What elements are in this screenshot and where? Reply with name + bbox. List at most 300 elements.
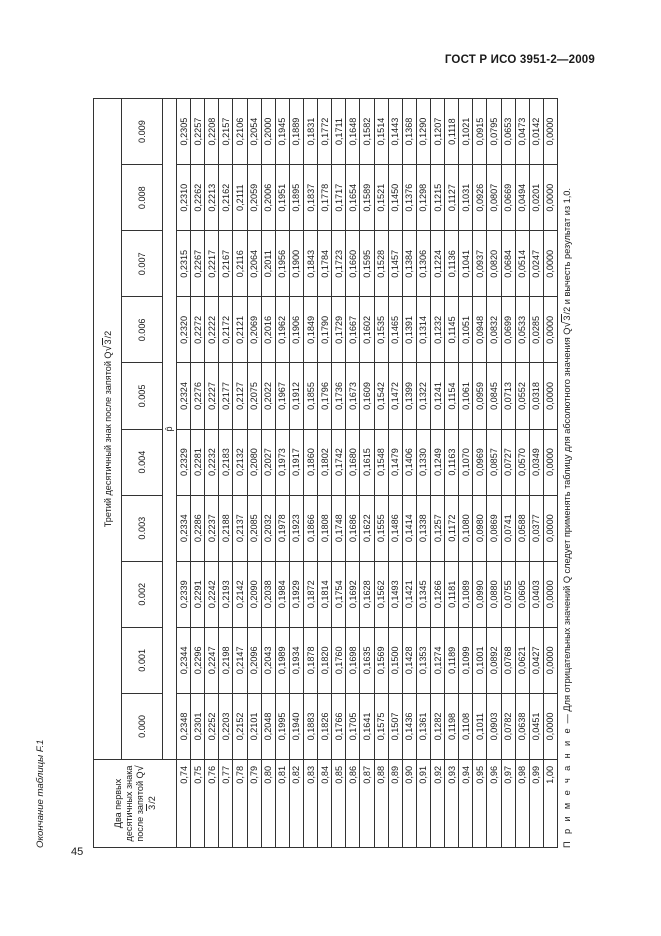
table-cell: 0,0514 [515, 231, 529, 297]
table-row [233, 99, 247, 848]
table-cell: 0,1978 [275, 495, 289, 561]
table-cell: 0,0403 [529, 561, 543, 627]
table-cell: 0,1808 [318, 495, 332, 561]
table-cell: 0,1368 [402, 99, 416, 165]
column-header: 0.007 [122, 231, 163, 297]
table-row [543, 99, 557, 848]
radical-3: 3 [102, 339, 113, 345]
group-header: Третий десятичный знак после запятой Q√3/2 [94, 99, 122, 760]
table-cell: 0,2137 [233, 495, 247, 561]
table-cell: 0,1443 [388, 99, 402, 165]
table-cell: 0,1723 [332, 231, 346, 297]
table-cell: 0,1406 [402, 429, 416, 495]
table-cell: 0,1172 [445, 495, 459, 561]
table-note: П р и м е ч а н и е — Для отрицательных значений Q следует применять таблицу для абсолютного значения Q√3/2 и вычесть результат из 1,0. [561, 188, 573, 848]
table-cell: 0,0869 [487, 495, 501, 561]
table-cell: 0,1602 [360, 297, 374, 363]
row-header-line-1: Два первых [112, 778, 123, 829]
table-cell: 0,1711 [332, 99, 346, 165]
table-cell: 0,2237 [205, 495, 219, 561]
table-cell: 0,1615 [360, 429, 374, 495]
table-cell: 0,1021 [459, 99, 473, 165]
table-cell: 0,1118 [445, 99, 459, 165]
table-cell: 0,0782 [501, 693, 515, 759]
table-cell: 0,0990 [473, 561, 487, 627]
table-cell: 0,0621 [515, 627, 529, 693]
table-cell: 0,1249 [430, 429, 444, 495]
table-cell: 0,1866 [303, 495, 317, 561]
table-cell: 0,0247 [529, 231, 543, 297]
table-cell: 0,2286 [191, 495, 205, 561]
table-cell: 0,0684 [501, 231, 515, 297]
table-cell: 0,1906 [289, 297, 303, 363]
table-cell: 0,2252 [205, 693, 219, 759]
table-cell: 0,1011 [473, 693, 487, 759]
table-cell: 0,1748 [332, 495, 346, 561]
column-header: 0.005 [122, 363, 163, 429]
table-cell: 0,1660 [346, 231, 360, 297]
table-cell: 0,1667 [346, 297, 360, 363]
table-cell: 0,0000 [543, 561, 557, 627]
table-cell: 0,1051 [459, 297, 473, 363]
table-cell: 0,1654 [346, 165, 360, 231]
table-row [501, 99, 515, 848]
table-cell: 0,2011 [261, 231, 275, 297]
table-cell: 0,0570 [515, 429, 529, 495]
table-cell: 0,0768 [501, 627, 515, 693]
table-cell: 0,0892 [487, 627, 501, 693]
table-cell: 0,0000 [543, 231, 557, 297]
table-cell: 0,0000 [543, 429, 557, 495]
row-label: 0,99 [529, 760, 543, 848]
table-cell: 0,1391 [402, 297, 416, 363]
table-cell: 0,1692 [346, 561, 360, 627]
table-cell: 0,0427 [529, 627, 543, 693]
table-row [402, 99, 416, 848]
table-cell: 0,1628 [360, 561, 374, 627]
table-cell: 0,0588 [515, 495, 529, 561]
table-cell: 0,1900 [289, 231, 303, 297]
table-cell: 0,1984 [275, 561, 289, 627]
row-label: 0,87 [360, 760, 374, 848]
table-cell: 0,1493 [388, 561, 402, 627]
table-cell: 0,2208 [205, 99, 219, 165]
table-cell: 0,1298 [416, 165, 430, 231]
table-cell: 0,0937 [473, 231, 487, 297]
table-row [416, 99, 430, 848]
table-cell: 0,1934 [289, 627, 303, 693]
table-cell: 0,1575 [374, 693, 388, 759]
table-cell: 0,2038 [261, 561, 275, 627]
table-cell: 0,2296 [191, 627, 205, 693]
table-cell: 0,1883 [303, 693, 317, 759]
table-cell: 0,1772 [318, 99, 332, 165]
row-label: 0,86 [346, 760, 360, 848]
table-cell: 0,1001 [473, 627, 487, 693]
column-header: 0.002 [122, 561, 163, 627]
p-hat-subheader: p̂ [163, 99, 177, 760]
table-cell: 0,1345 [416, 561, 430, 627]
row-label: 0,78 [233, 760, 247, 848]
table-cell: 0,1878 [303, 627, 317, 693]
table-cell: 0,0142 [529, 99, 543, 165]
table-cell: 0,1528 [374, 231, 388, 297]
table-cell: 0,1589 [360, 165, 374, 231]
table-cell: 0,2188 [219, 495, 233, 561]
column-header-row [122, 99, 163, 848]
table-cell: 0,0980 [473, 495, 487, 561]
table-cell: 0,2272 [191, 297, 205, 363]
table-cell: 0,2096 [247, 627, 261, 693]
table-cell: 0,0451 [529, 693, 543, 759]
table-cell: 0,1912 [289, 363, 303, 429]
table-cell: 0,0494 [515, 165, 529, 231]
table-cell: 0,2203 [219, 693, 233, 759]
table-cell: 0,2320 [177, 297, 191, 363]
table-cell: 0,1472 [388, 363, 402, 429]
table-cell: 0,1154 [445, 363, 459, 429]
table-cell: 0,0473 [515, 99, 529, 165]
table-cell: 0,1215 [430, 165, 444, 231]
table-cell: 0,1929 [289, 561, 303, 627]
document-header: ГОСТ Р ИСО 3951-2—2009 [444, 54, 595, 66]
table-cell: 0,2334 [177, 495, 191, 561]
column-header: 0.004 [122, 429, 163, 495]
table-cell: 0,0880 [487, 561, 501, 627]
table-cell: 0,2069 [247, 297, 261, 363]
table-cell: 0,1145 [445, 297, 459, 363]
table-cell: 0,2048 [261, 693, 275, 759]
table-cell: 0,2198 [219, 627, 233, 693]
table-cell: 0,1860 [303, 429, 317, 495]
radical-3: 3 [562, 315, 572, 321]
table-cell: 0,2339 [177, 561, 191, 627]
table-cell: 0,1500 [388, 627, 402, 693]
table-cell: 0,1973 [275, 429, 289, 495]
table-cell: 0,2116 [233, 231, 247, 297]
row-header-line-3: после запятой Q√3/2 [133, 765, 157, 842]
table-cell: 0,1198 [445, 693, 459, 759]
table-cell: 0,1736 [332, 363, 346, 429]
table-cell: 0,1241 [430, 363, 444, 429]
table-cell: 0,0926 [473, 165, 487, 231]
row-label: 0,98 [515, 760, 529, 848]
table-cell: 0,1796 [318, 363, 332, 429]
table-cell: 0,2032 [261, 495, 275, 561]
column-header: 0.003 [122, 495, 163, 561]
page-number: 45 [71, 846, 84, 858]
table-cell: 0,1940 [289, 693, 303, 759]
table-cell: 0,1622 [360, 495, 374, 561]
table-cell: 0,1855 [303, 363, 317, 429]
table-cell: 0,1686 [346, 495, 360, 561]
column-header: 0.006 [122, 297, 163, 363]
row-header-line-2: десятичных знака [123, 765, 134, 842]
table-cell: 0,1108 [459, 693, 473, 759]
table-cell: 0,1648 [346, 99, 360, 165]
table-cell: 0,1889 [289, 99, 303, 165]
table-cell: 0,1457 [388, 231, 402, 297]
table-cell: 0,2232 [205, 429, 219, 495]
table-cell: 0,1099 [459, 627, 473, 693]
table-cell: 0,1742 [332, 429, 346, 495]
table-cell: 0,1705 [346, 693, 360, 759]
table-cell: 0,1465 [388, 297, 402, 363]
table-cell: 0,1945 [275, 99, 289, 165]
table-cell: 0,2301 [191, 693, 205, 759]
table-cell: 0,2121 [233, 297, 247, 363]
note-label: П р и м е ч а н и е [562, 725, 572, 848]
table-cell: 0,1080 [459, 495, 473, 561]
row-label: 0,84 [318, 760, 332, 848]
table-cell: 0,0349 [529, 429, 543, 495]
table-cell: 0,2132 [233, 429, 247, 495]
table-cell: 0,2064 [247, 231, 261, 297]
table-cell: 0,1361 [416, 693, 430, 759]
table-cell: 0,1136 [445, 231, 459, 297]
table-cell: 0,2227 [205, 363, 219, 429]
table-cell: 0,1421 [402, 561, 416, 627]
table-row [303, 99, 317, 848]
row-label: 0,81 [275, 760, 289, 848]
table-row [261, 99, 275, 848]
table-cell: 0,1790 [318, 297, 332, 363]
table-cell: 0,2006 [261, 165, 275, 231]
table-cell: 0,2152 [233, 693, 247, 759]
table-cell: 0,0713 [501, 363, 515, 429]
table-cell: 0,1181 [445, 561, 459, 627]
table-cell: 0,1849 [303, 297, 317, 363]
table-cell: 0,0669 [501, 165, 515, 231]
table-cell: 0,1061 [459, 363, 473, 429]
table-cell: 0,1306 [416, 231, 430, 297]
table-row [275, 99, 289, 848]
table-cell: 0,1820 [318, 627, 332, 693]
table-cell: 0,2222 [205, 297, 219, 363]
table-cell: 0,1729 [332, 297, 346, 363]
table-cell: 0,2324 [177, 363, 191, 429]
table-cell: 0,2016 [261, 297, 275, 363]
table-row [374, 99, 388, 848]
row-label: 0,82 [289, 760, 303, 848]
table-cell: 0,2167 [219, 231, 233, 297]
row-label: 0,95 [473, 760, 487, 848]
row-label: 0,77 [219, 760, 233, 848]
table-row [247, 99, 261, 848]
row-label: 0,92 [430, 760, 444, 848]
table-cell: 0,0948 [473, 297, 487, 363]
table-cell: 0,2177 [219, 363, 233, 429]
table-cell: 0,1826 [318, 693, 332, 759]
table-cell: 0,1951 [275, 165, 289, 231]
table-row [487, 99, 501, 848]
row-label: 0,90 [402, 760, 416, 848]
table-cell: 0,2242 [205, 561, 219, 627]
table-cell: 0,1548 [374, 429, 388, 495]
row-label: 0,88 [374, 760, 388, 848]
table-cell: 0,1436 [402, 693, 416, 759]
table-cell: 0,2142 [233, 561, 247, 627]
table-cell: 0,1322 [416, 363, 430, 429]
table-cell: 0,1989 [275, 627, 289, 693]
table-cell: 0,1257 [430, 495, 444, 561]
table-cell: 0,1290 [416, 99, 430, 165]
table-cell: 0,1680 [346, 429, 360, 495]
table-cell: 0,1041 [459, 231, 473, 297]
table-cell: 0,1766 [332, 693, 346, 759]
table-cell: 0,0741 [501, 495, 515, 561]
table-cell: 0,2157 [219, 99, 233, 165]
row-label: 1,00 [543, 760, 557, 848]
table-cell: 0,2101 [247, 693, 261, 759]
row-label: 0,75 [191, 760, 205, 848]
table-cell: 0,2106 [233, 99, 247, 165]
table-row [191, 99, 205, 848]
table-cell: 0,1224 [430, 231, 444, 297]
table-cell: 0,1031 [459, 165, 473, 231]
table-cell: 0,2111 [233, 165, 247, 231]
table-cell: 0,1521 [374, 165, 388, 231]
table-cell: 0,1163 [445, 429, 459, 495]
table-cell: 0,0820 [487, 231, 501, 297]
table-cell: 0,2315 [177, 231, 191, 297]
column-header: 0.000 [122, 693, 163, 759]
table-cell: 0,0845 [487, 363, 501, 429]
column-header: 0.001 [122, 627, 163, 693]
table-cell: 0,2310 [177, 165, 191, 231]
table-cell: 0,1778 [318, 165, 332, 231]
table-cell: 0,0000 [543, 627, 557, 693]
table-cell: 0,1399 [402, 363, 416, 429]
table-cell: 0,2329 [177, 429, 191, 495]
table-cell: 0,1843 [303, 231, 317, 297]
table-cell: 0,2344 [177, 627, 191, 693]
table-row [346, 99, 360, 848]
row-label: 0,94 [459, 760, 473, 848]
table-cell: 0,1760 [332, 627, 346, 693]
table-cell: 0,2147 [233, 627, 247, 693]
table-cell: 0,1384 [402, 231, 416, 297]
table-cell: 0,2281 [191, 429, 205, 495]
table-cell: 0,2085 [247, 495, 261, 561]
table-cell: 0,1070 [459, 429, 473, 495]
table-cell: 0,1232 [430, 297, 444, 363]
table-cell: 0,0915 [473, 99, 487, 165]
row-label: 0,85 [332, 760, 346, 848]
table-cell: 0,1535 [374, 297, 388, 363]
table-cell: 0,1569 [374, 627, 388, 693]
table-cell: 0,2080 [247, 429, 261, 495]
table-cell: 0,2027 [261, 429, 275, 495]
table-cell: 0,2193 [219, 561, 233, 627]
data-table [93, 98, 558, 848]
row-label: 0,89 [388, 760, 402, 848]
table-row [529, 99, 543, 848]
table-row [388, 99, 402, 848]
table-cell: 0,0653 [501, 99, 515, 165]
table-row [515, 99, 529, 848]
table-cell: 0,0000 [543, 165, 557, 231]
table-cell: 0,1450 [388, 165, 402, 231]
table-cell: 0,1330 [416, 429, 430, 495]
table-cell: 0,1917 [289, 429, 303, 495]
column-header: 0.008 [122, 165, 163, 231]
table-row [177, 99, 191, 848]
table-cell: 0,0755 [501, 561, 515, 627]
row-label: 0,97 [501, 760, 515, 848]
table-cell: 0,2217 [205, 231, 219, 297]
table-cell: 0,0832 [487, 297, 501, 363]
table-cell: 0,1274 [430, 627, 444, 693]
table-cell: 0,1555 [374, 495, 388, 561]
table-cell: 0,1595 [360, 231, 374, 297]
table-row [430, 99, 444, 848]
table-cell: 0,0857 [487, 429, 501, 495]
table-row [459, 99, 473, 848]
table-cell: 0,1754 [332, 561, 346, 627]
table-cell: 0,2022 [261, 363, 275, 429]
table-cell: 0,1962 [275, 297, 289, 363]
row-label: 0,80 [261, 760, 275, 848]
table-cell: 0,2291 [191, 561, 205, 627]
row-label: 0,83 [303, 760, 317, 848]
table-cell: 0,1514 [374, 99, 388, 165]
row-label: 0,91 [416, 760, 430, 848]
table-body [177, 99, 558, 848]
table-cell: 0,2348 [177, 693, 191, 759]
table-cell: 0,1338 [416, 495, 430, 561]
table-cell: 0,1507 [388, 693, 402, 759]
table-cell: 0,1089 [459, 561, 473, 627]
table-cell: 0,0605 [515, 561, 529, 627]
table-cell: 0,0377 [529, 495, 543, 561]
table-cell: 0,1486 [388, 495, 402, 561]
table-cell: 0,2043 [261, 627, 275, 693]
table-cell: 0,0903 [487, 693, 501, 759]
table-cell: 0,1479 [388, 429, 402, 495]
table-cell: 0,0318 [529, 363, 543, 429]
table-caption: Окончание таблицы F.1 [35, 739, 46, 848]
table-row [332, 99, 346, 848]
table-cell: 0,0795 [487, 99, 501, 165]
table-cell: 0,1376 [402, 165, 416, 231]
row-label: 0,93 [445, 760, 459, 848]
table-cell: 0,1282 [430, 693, 444, 759]
table-cell: 0,1956 [275, 231, 289, 297]
table-cell: 0,2090 [247, 561, 261, 627]
table-cell: 0,0000 [543, 297, 557, 363]
table-cell: 0,1609 [360, 363, 374, 429]
table-cell: 0,0000 [543, 693, 557, 759]
radical-3: 3 [146, 804, 157, 810]
table-cell: 0,1353 [416, 627, 430, 693]
table-cell: 0,1207 [430, 99, 444, 165]
table-cell: 0,0638 [515, 693, 529, 759]
table-cell: 0,2262 [191, 165, 205, 231]
row-label: 0,74 [177, 760, 191, 848]
table-cell: 0,2213 [205, 165, 219, 231]
table-row [473, 99, 487, 848]
table-cell: 0,2305 [177, 99, 191, 165]
table-cell: 0,1814 [318, 561, 332, 627]
table-cell: 0,1582 [360, 99, 374, 165]
table-cell: 0,0000 [543, 363, 557, 429]
table-cell: 0,1717 [332, 165, 346, 231]
table-cell: 0,1895 [289, 165, 303, 231]
table-cell: 0,1266 [430, 561, 444, 627]
table-cell: 0,1923 [289, 495, 303, 561]
table-cell: 0,2059 [247, 165, 261, 231]
